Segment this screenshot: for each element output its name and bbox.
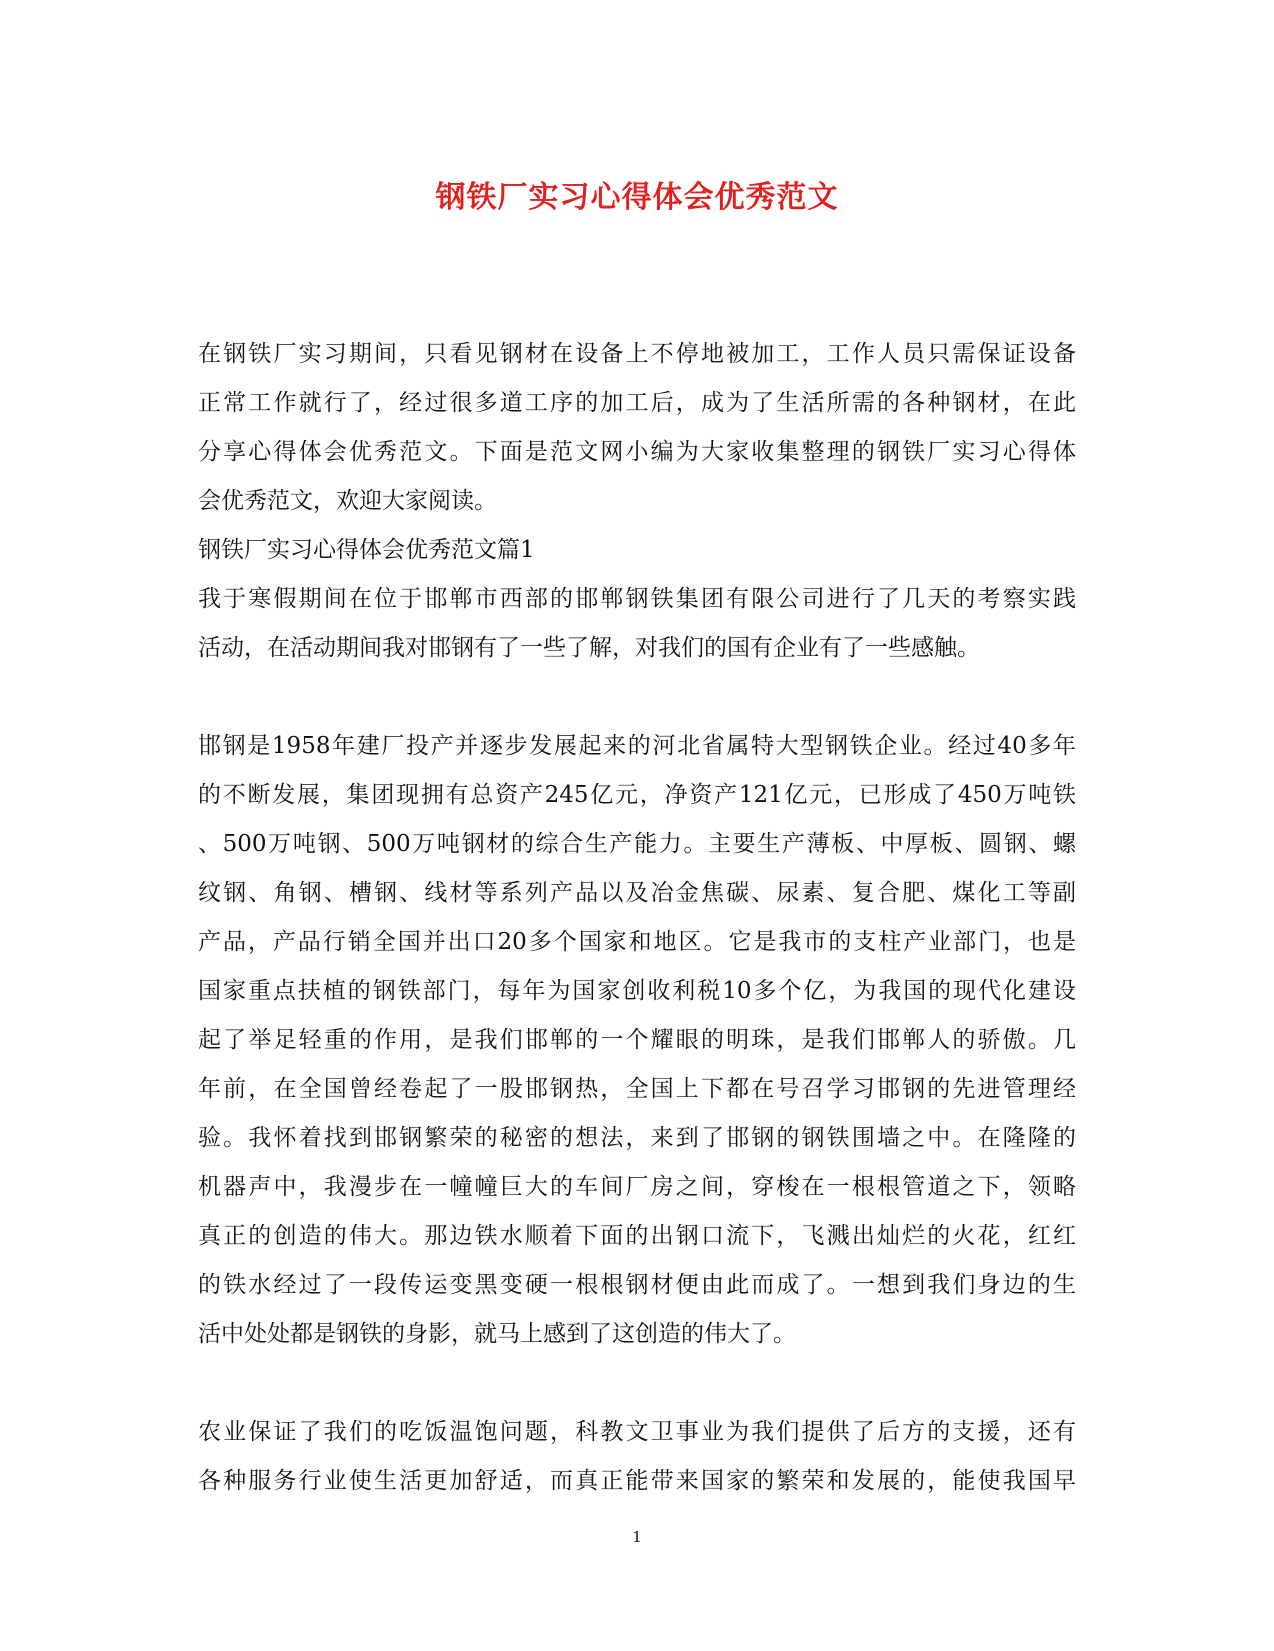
text-line: 国家重点扶植的钢铁部门，每年为国家创收利税10多个亿，为我国的现代化建设	[198, 978, 1076, 1004]
text-line: 活动，在活动期间我对邯钢有了一些了解，对我们的国有企业有了一些感触。	[198, 635, 980, 661]
text-line: 纹钢、角钢、槽钢、线材等系列产品以及冶金焦碳、尿素、复合肥、煤化工等副	[198, 880, 1076, 906]
page-number: 1	[632, 1528, 642, 1546]
paragraph-3	[198, 1408, 1076, 1506]
text-line: 年前，在全国曾经卷起了一股邯钢热，全国上下都在号召学习邯钢的先进管理经	[198, 1076, 1076, 1102]
text-line: 在钢铁厂实习期间，只看见钢材在设备上不停地被加工，工作人员只需保证设备	[198, 341, 1076, 367]
intro-paragraph	[198, 330, 1076, 526]
paragraph-2	[198, 722, 1076, 1359]
text-line: 验。我怀着找到邯钢繁荣的秘密的想法，来到了邯钢的钢铁围墙之中。在隆隆的	[198, 1125, 1076, 1151]
text-line: 分享心得体会优秀范文。下面是范文网小编为大家收集整理的钢铁厂实习心得体	[198, 439, 1076, 465]
text-line: 真正的创造的伟大。那边铁水顺着下面的出钢口流下，飞溅出灿烂的火花，红红	[198, 1223, 1076, 1249]
paragraph-1	[198, 575, 1076, 673]
text-line: 的铁水经过了一段传运变黑变硬一根根钢材便由此而成了。一想到我们身边的生	[198, 1272, 1076, 1298]
document-body	[198, 330, 1076, 1506]
text-line: 起了举足轻重的作用，是我们邯郸的一个耀眼的明珠，是我们邯郸人的骄傲。几	[198, 1027, 1076, 1053]
section-heading: 钢铁厂实习心得体会优秀范文篇1	[198, 537, 535, 563]
text-line: 我于寒假期间在位于邯郸市西部的邯郸钢铁集团有限公司进行了几天的考察实践	[198, 586, 1076, 612]
text-line: 活中处处都是钢铁的身影，就马上感到了这创造的伟大了。	[198, 1321, 796, 1347]
text-line: 邯钢是1958年建厂投产并逐步发展起来的河北省属特大型钢铁企业。经过40多年	[198, 733, 1076, 759]
text-line: 、500万吨钢、500万吨钢材的综合生产能力。主要生产薄板、中厚板、圆钢、螺	[198, 831, 1076, 857]
paragraph-spacer	[198, 1359, 1076, 1408]
text-line: 各种服务行业使生活更加舒适，而真正能带来国家的繁荣和发展的，能使我国早	[198, 1468, 1076, 1494]
text-line: 正常工作就行了，经过很多道工序的加工后，成为了生活所需的各种钢材，在此	[198, 390, 1076, 416]
text-line: 农业保证了我们的吃饭温饱问题，科教文卫事业为我们提供了后方的支援，还有	[198, 1419, 1076, 1445]
text-line: 产品，产品行销全国并出口20多个国家和地区。它是我市的支柱产业部门，也是	[198, 929, 1076, 955]
paragraph-spacer	[198, 673, 1076, 722]
text-line: 的不断发展，集团现拥有总资产245亿元，净资产121亿元，已形成了450万吨铁	[198, 782, 1076, 808]
document-title: 钢铁厂实习心得体会优秀范文	[435, 180, 839, 215]
text-line: 会优秀范文，欢迎大家阅读。	[198, 488, 497, 514]
text-line: 机器声中，我漫步在一幢幢巨大的车间厂房之间，穿梭在一根根管道之下，领略	[198, 1174, 1076, 1200]
